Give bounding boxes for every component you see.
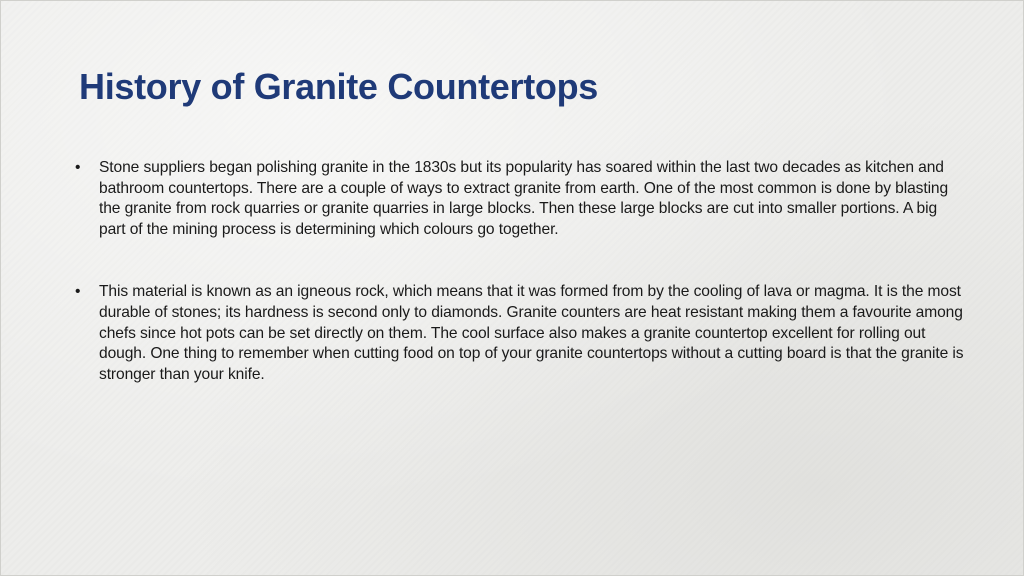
- bullet-item: [75, 158, 965, 240]
- bullet-list: [75, 158, 965, 385]
- bullet-text: Stone suppliers began polishing granite in the 1830s but its popularity has soared within the last two decades as kitchen and bathroom countertops. There are a couple of ways to extract granite from earth. One of the most common is done by blasting the granite from rock quarries or granite quarries in large blocks. Then these large blocks are cut into smaller portions. A big part of the mining process is determining which colours go together.: [99, 159, 949, 238]
- bullet-marker: •: [75, 283, 81, 301]
- slide-title: History of Granite Countertops: [79, 66, 599, 107]
- bullet-marker: •: [75, 159, 81, 176]
- bullet-item: [75, 282, 965, 385]
- bullet-text: This material is known as an igneous rock, which means that it was formed from by the cooling of lava or magma. It is the most durable of stones; its hardness is second only to diamonds. Granite counters are heat resistant making them a favourite among chefs since hot pots can be set directly on them. The cool surface also makes a granite countertop excellent for rolling out dough. One thing to remember when cutting food on top of your granite countertops without a cutting board is that the granite is stronger than your knife.: [99, 283, 964, 383]
